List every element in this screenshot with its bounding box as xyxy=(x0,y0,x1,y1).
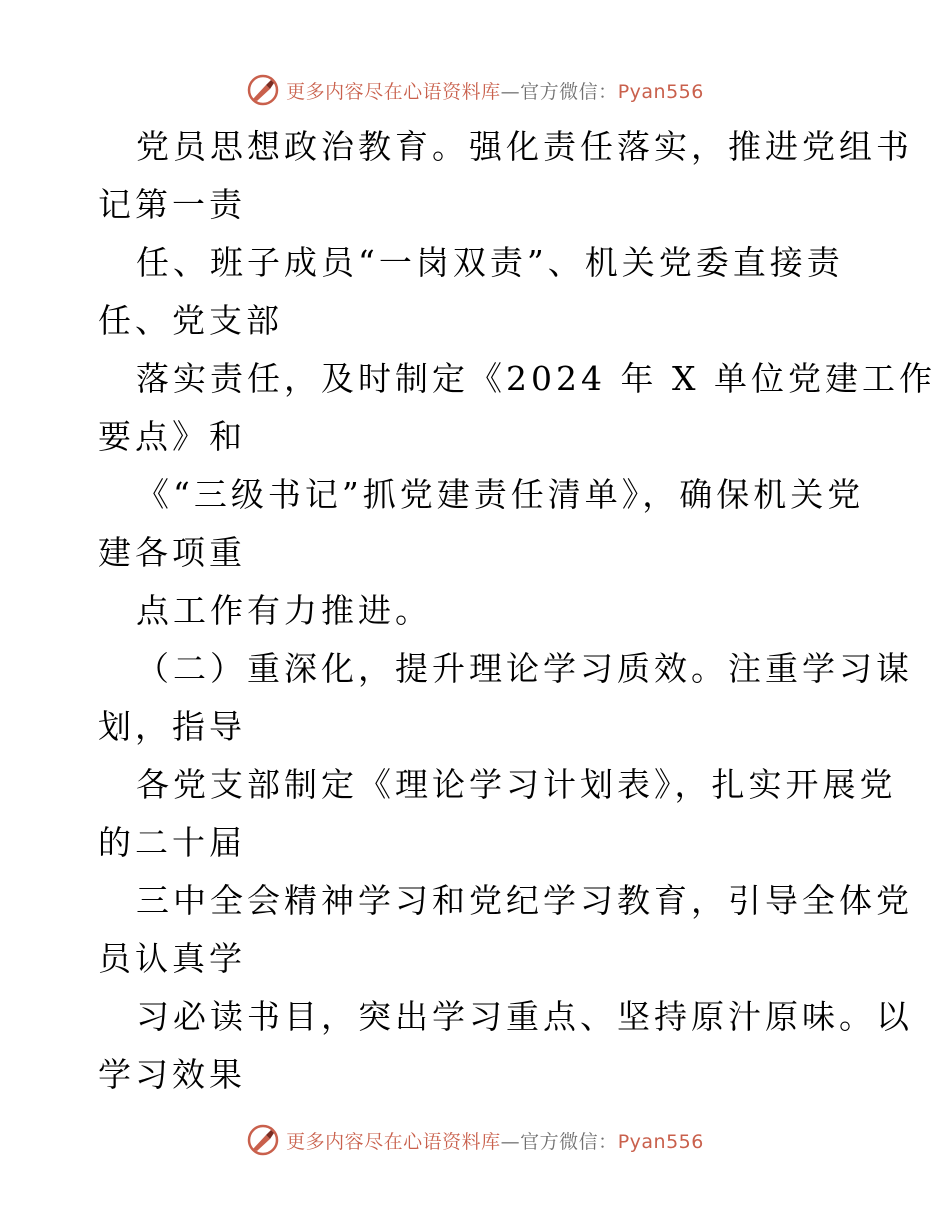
text-line: 学习效果 xyxy=(98,1055,246,1094)
watermark-label: 官方微信： xyxy=(520,1130,618,1153)
document-body xyxy=(98,118,936,1104)
footer-watermark xyxy=(0,1120,950,1160)
text-line: 党员思想政治教育。强化责任落实，推进党组书 xyxy=(136,127,913,166)
pen-nib-logo-icon xyxy=(246,1123,280,1157)
text-line: 任、班子成员“一岗双责”、机关党委直接责 xyxy=(136,243,844,282)
text-line: 要点》和 xyxy=(98,417,246,456)
text-line: 建各项重 xyxy=(98,533,246,572)
text-line: 点工作有力推进。 xyxy=(136,591,432,630)
text-line: 《“三级书记”抓党建责任清单》，确保机关党 xyxy=(136,475,865,514)
text-line: 员认真学 xyxy=(98,939,246,978)
watermark-wechat-id: Pyan556 xyxy=(617,80,704,103)
pen-nib-logo-icon xyxy=(246,73,280,107)
text-line: 三中全会精神学习和党纪学习教育，引导全体党 xyxy=(136,881,913,920)
watermark-separator: — xyxy=(500,1130,521,1153)
watermark-text xyxy=(286,1127,704,1154)
watermark-wechat-id: Pyan556 xyxy=(617,1130,704,1153)
text-line: 任、党支部 xyxy=(98,301,283,340)
watermark-brand: 更多内容尽在心语资料库 xyxy=(286,1130,501,1153)
header-watermark xyxy=(0,70,950,110)
text-line: 落实责任，及时制定《2024 年 X 单位党建工作 xyxy=(136,359,936,398)
watermark-label: 官方微信： xyxy=(520,80,618,103)
text-line: 各党支部制定《理论学习计划表》，扎实开展党 xyxy=(136,765,897,804)
text-line: 的二十届 xyxy=(98,823,246,862)
watermark-group xyxy=(246,1123,704,1157)
text-line: 划，指导 xyxy=(98,707,246,746)
text-line: 记第一责 xyxy=(98,185,246,224)
watermark-group xyxy=(246,73,704,107)
watermark-text xyxy=(286,77,704,104)
text-line: （二）重深化，提升理论学习质效。注重学习谋 xyxy=(136,649,913,688)
watermark-separator: — xyxy=(500,80,521,103)
watermark-brand: 更多内容尽在心语资料库 xyxy=(286,80,501,103)
text-line: 习必读书目，突出学习重点、坚持原汁原味。以 xyxy=(136,997,913,1036)
